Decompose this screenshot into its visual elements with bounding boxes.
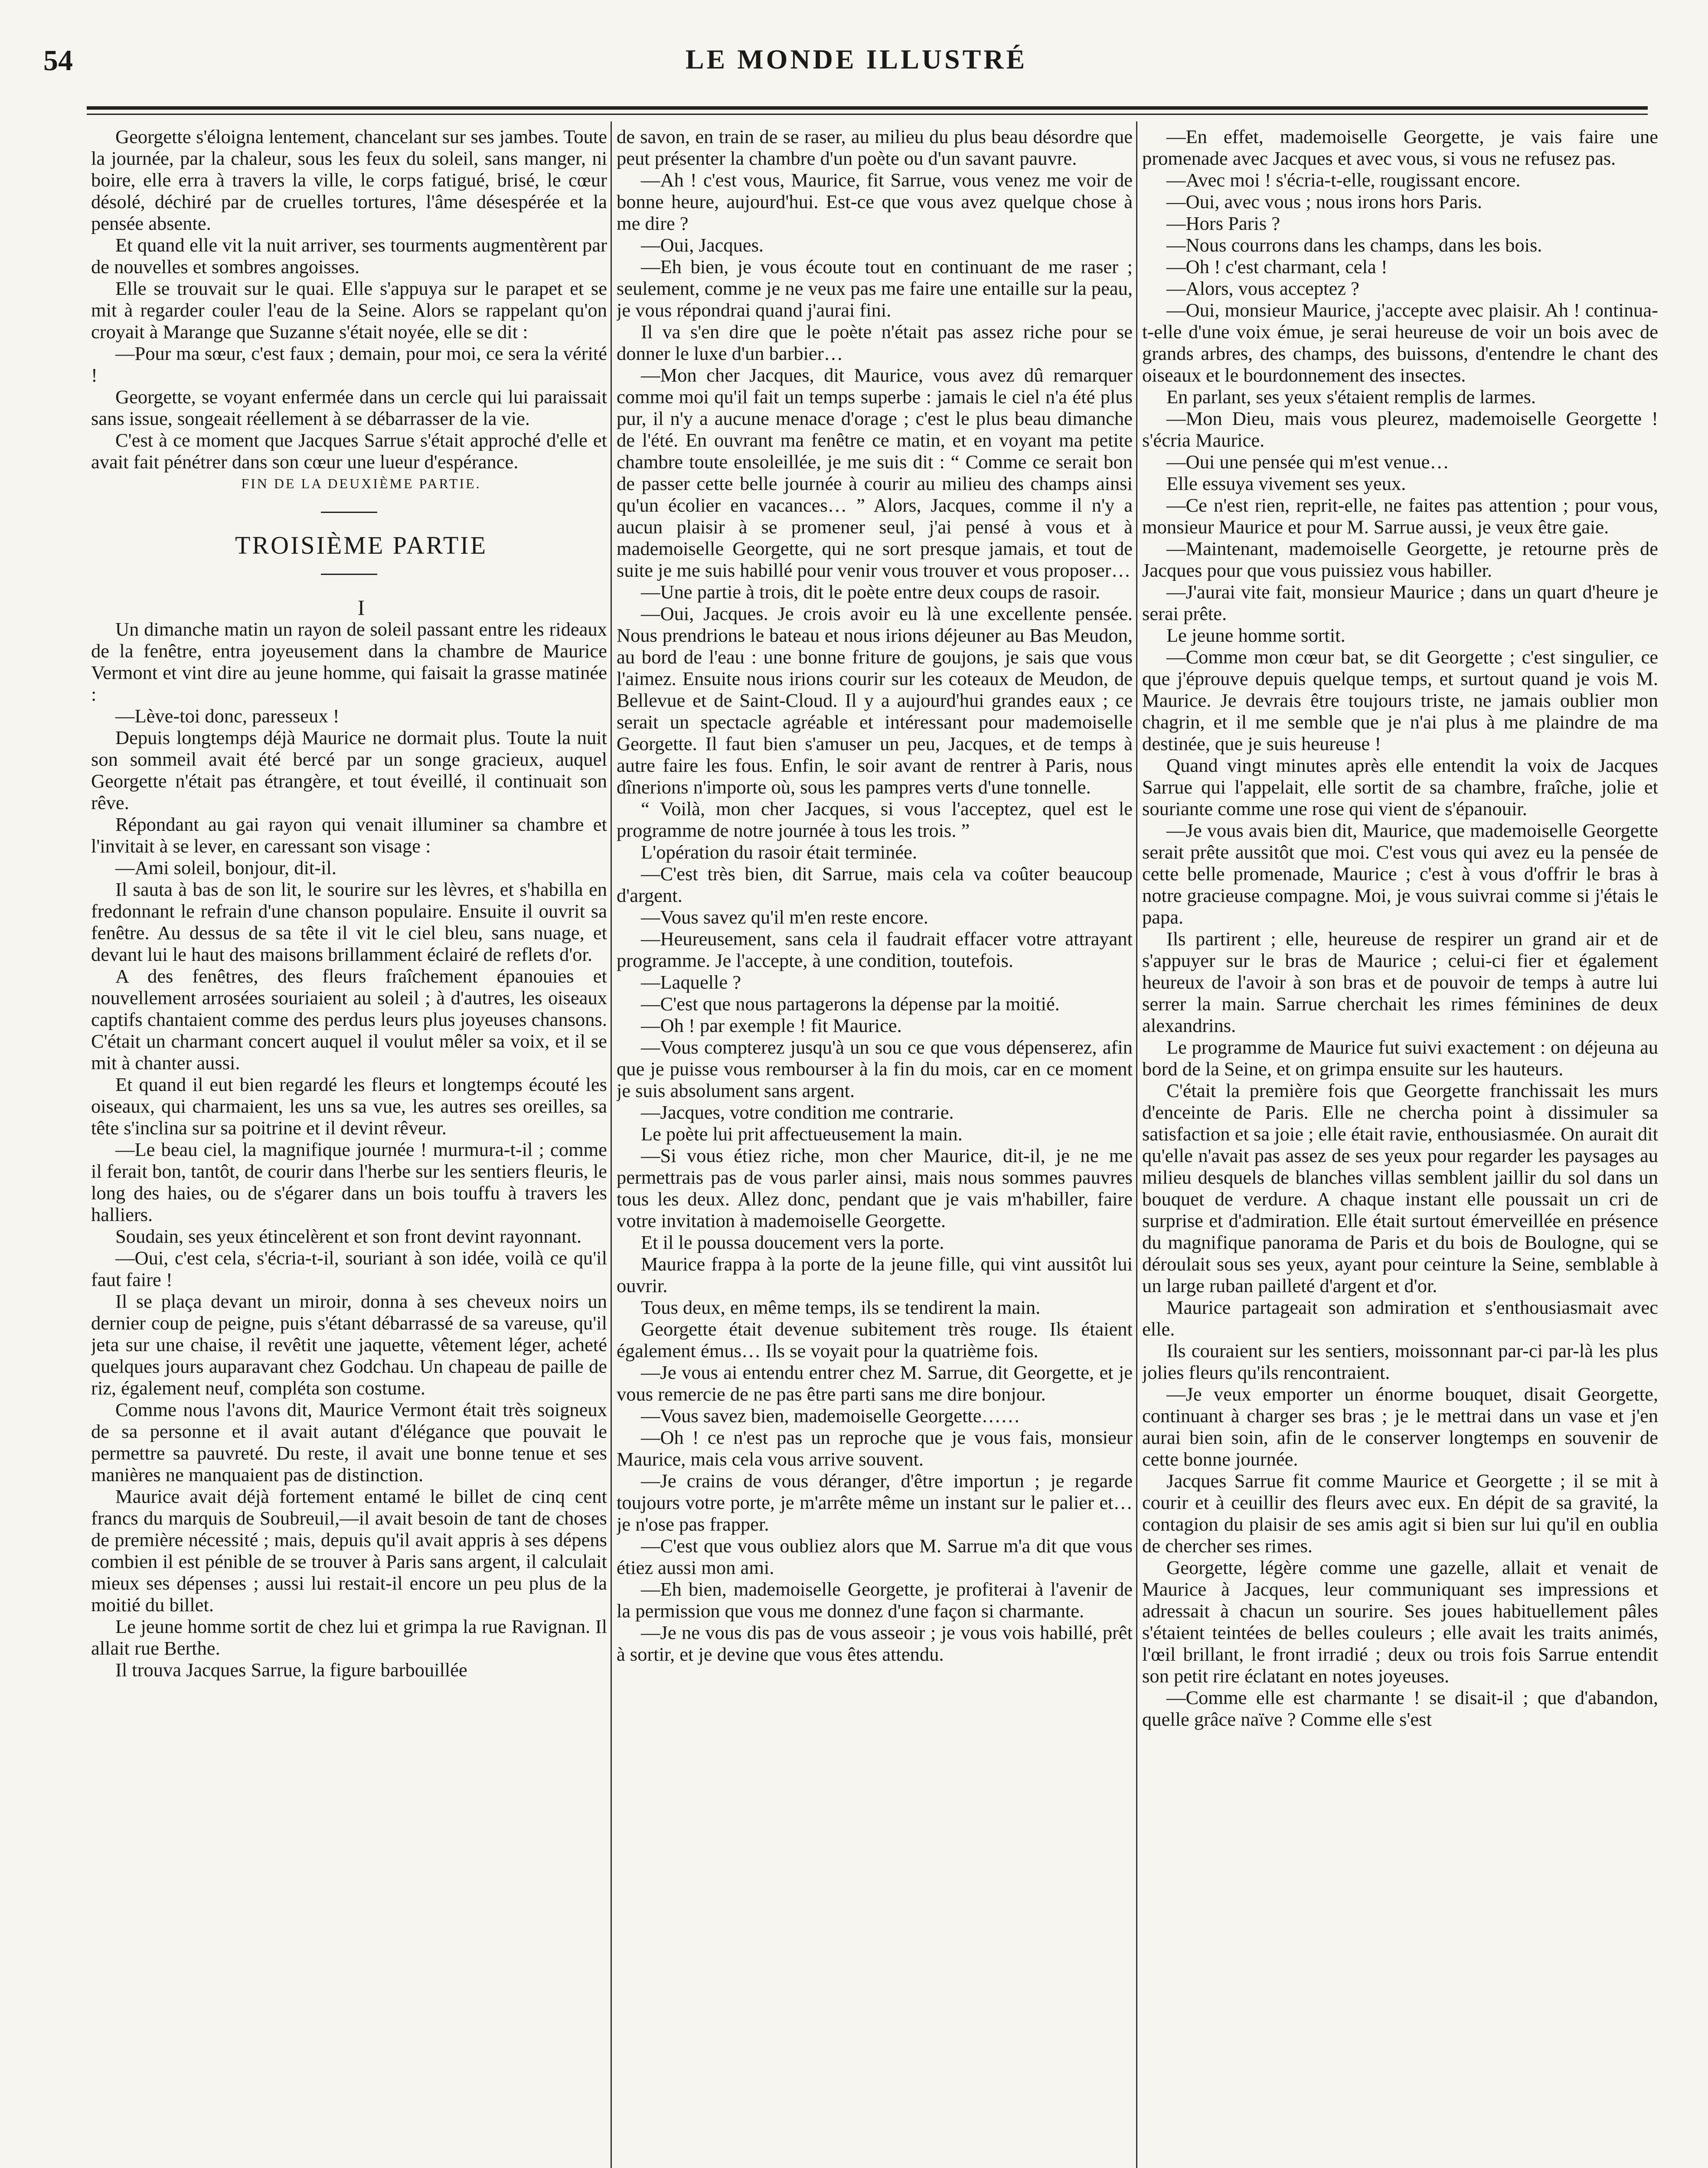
paragraph: —Oui, Jacques. Je crois avoir eu là une excellente pensée. Nous prendrions le bateau et nous irions déjeuner au Bas Meudon, au bord de l'eau : une bonne friture de goujons, je sais que vous l'aimez. Ensuite nous irions courir sur les coteaux de Meudon, de Bellevue et de Saint-Cloud. Il y a aujourd'hui grandes eaux ; ce serait un spectacle agréable et intéressant pour mademoiselle Georgette. Il faut bien s'amuser un peu, Jacques, et de temps à autre faire les fous. Enfin, le soir avant de rentrer à Paris, nous dînerions n'importe où, sous les pampres verts d'une tonnelle.: [617, 603, 1133, 798]
part-end-label: FIN DE LA DEUXIÈME PARTIE.: [241, 476, 481, 491]
paragraph: —J'aurai vite fait, monsieur Maurice ; dans un quart d'heure je serai prête.: [1142, 581, 1658, 624]
paragraph: Soudain, ses yeux étincelèrent et son front devint rayonnant.: [115, 1225, 582, 1247]
paragraph: Il va s'en dire que le poète n'était pas assez riche pour se donner le luxe d'un barbier…: [617, 321, 1133, 364]
column-divider-1: [611, 121, 612, 2168]
paragraph: —Mon Dieu, mais vous pleurez, mademoiselle Georgette ! s'écria Maurice.: [1142, 408, 1658, 451]
paragraph: —Oui, Jacques.: [641, 234, 764, 256]
paragraph: Le poète lui prit affectueusement la main.: [641, 1123, 963, 1145]
paragraph: —Eh bien, mademoiselle Georgette, je profiterai à l'avenir de la permission que vous me donnez d'une façon si charmante.: [617, 1578, 1133, 1622]
paragraph: Le programme de Maurice fut suivi exactement : on déjeuna au bord de la Seine, et on grimpa ensuite sur les hauteurs.: [1142, 1036, 1658, 1080]
paragraph: Depuis longtemps déjà Maurice ne dormait plus. Toute la nuit son sommeil avait été bercé par un songe gracieux, auquel Georgette n'était pas étrangère, et tout éveillé, il continuait son rêve.: [91, 727, 607, 813]
header-rule-thin: [87, 114, 1648, 115]
paragraph: Comme nous l'avons dit, Maurice Vermont était très soigneux de sa personne et il avait autant d'élégance que pouvait le permettre sa pauvreté. Du reste, il avait une bonne tenue et ses manières ne manquaient pas de distinction.: [91, 1399, 607, 1486]
paragraph: Jacques Sarrue fit comme Maurice et Georgette ; il se mit à courir et à ceuillir des fleurs avec eux. En dépit de sa gravité, la contagion du plaisir de ses amis agit si bien sur lui qu'il en oublia de chercher ses rimes.: [1142, 1470, 1658, 1557]
paragraph: —Oh ! ce n'est pas un reproche que je vous fais, monsieur Maurice, mais cela vous arrive souvent.: [617, 1427, 1133, 1470]
paragraph: —Oui, avec vous ; nous irons hors Paris.: [1166, 191, 1483, 212]
paragraph: Et quand il eut bien regardé les fleurs et longtemps écouté les oiseaux, qui charmaient, les uns sa vue, les autres ses oreilles, sa tête s'inclina sur sa poitrine et il devint rêveur.: [91, 1074, 607, 1139]
paragraph: C'est à ce moment que Jacques Sarrue s'était approché d'elle et avait fait pénétrer dans son cœur une lueur d'espérance.: [91, 429, 607, 473]
paragraph: —Hors Paris ?: [1166, 212, 1280, 234]
paragraph: “ Voilà, mon cher Jacques, si vous l'acceptez, quel est le programme de notre journée à tous les trois. ”: [617, 798, 1133, 841]
paragraph: —Oh ! par exemple ! fit Maurice.: [641, 1015, 902, 1036]
paragraph: —Oui, monsieur Maurice, j'accepte avec plaisir. Ah ! continua-t-elle d'une voix émue, je serai heureuse de voir un bois avec de grands arbres, des champs, des buissons, d'entendre le chant des oiseaux et le bourdonnement des insectes.: [1142, 299, 1658, 386]
paragraph: —Je ne vous dis pas de vous asseoir ; je vous vois habillé, prêt à sortir, et je devine que vous êtes attendu.: [617, 1622, 1133, 1665]
paragraph: —Lève-toi donc, paresseux !: [115, 705, 340, 727]
paragraph: —Je crains de vous déranger, d'être importun ; je regarde toujours votre porte, je m'arrête même un instant sur le palier et… je n'ose pas frapper.: [617, 1470, 1133, 1535]
paragraph: A des fenêtres, des fleurs fraîchement épanouies et nouvellement arrosées souriaient au soleil ; à d'autres, les oiseaux captifs chantaient comme des perdus leurs plus joyeuses chansons. C'était un charmant concert auquel il voulut mêler sa voix, et il se mit à chanter aussi.: [91, 965, 607, 1074]
paragraph: Maurice partageait son admiration et s'enthousiasmait avec elle.: [1142, 1296, 1658, 1340]
paragraph: Et quand elle vit la nuit arriver, ses tourments augmentèrent par de nouvelles et sombres angoisses.: [91, 234, 607, 278]
paragraph: Le jeune homme sortit de chez lui et grimpa la rue Ravignan. Il allait rue Berthe.: [91, 1616, 607, 1659]
paragraph: Maurice avait déjà fortement entamé le billet de cinq cent francs du marquis de Soubreuil,—il avait besoin de tant de choses de première nécessité ; mais, depuis qu'il avait appris à ses dépens combien il est pénible de se trouver à Paris sans argent, il calculait mieux ses dépenses ; aussi lui restait-il encore un peu plus de la moitié du billet.: [91, 1486, 607, 1616]
paragraph: Il se plaça devant un miroir, donna à ses cheveux noirs un dernier coup de peigne, puis s'étant débarrassé de sa vareuse, qu'il jeta sur une chaise, il revêtit une jaquette, vêtement léger, acheté quelques jours auparavant chez Godchau. Un chapeau de paille de riz, également neuf, compléta son costume.: [91, 1290, 607, 1399]
paragraph: —Si vous étiez riche, mon cher Maurice, dit-il, je ne me permettrais pas de vous parler ainsi, mais nous sommes pauvres tous les deux. Allez donc, pendant que je vais m'habiller, faire votre invitation à mademoiselle Georgette.: [617, 1145, 1133, 1231]
paragraph: Un dimanche matin un rayon de soleil passant entre les rideaux de la fenêtre, entra joyeusement dans la chambre de Maurice Vermont et vint dire au jeune homme, qui faisait la grasse matinée :: [91, 618, 607, 705]
paragraph: —C'est très bien, dit Sarrue, mais cela va coûter beaucoup d'argent.: [617, 863, 1133, 906]
paragraph: —Pour ma sœur, c'est faux ; demain, pour moi, ce sera la vérité !: [91, 343, 607, 386]
column-2: [617, 126, 1133, 2168]
paragraph: Il sauta à bas de son lit, le sourire sur les lèvres, et s'habilla en fredonnant le refrain d'une chanson populaire. Ensuite il ouvrit sa fenêtre. Au dessus de sa tête il vit le ciel bleu, sans nuage, et devant lui le haut des maisons brillamment éclairé de reflets d'or.: [91, 878, 607, 965]
paragraph: —Alors, vous acceptez ?: [1166, 278, 1359, 299]
paragraph: En parlant, ses yeux s'étaient remplis de larmes.: [1166, 386, 1536, 408]
paragraph: Tous deux, en même temps, ils se tendirent la main.: [641, 1296, 1041, 1318]
paragraph: Il trouva Jacques Sarrue, la figure barbouillée: [115, 1659, 467, 1681]
paragraph: —Mon cher Jacques, dit Maurice, vous avez dû remarquer comme moi qu'il fait un temps superbe : jamais le ciel n'a été plus pur, il n'y a aucune menace d'orage ; c'est le plus beau dimanche de l'été. En ouvrant ma fenêtre ce matin, et en voyant ma petite chambre toute ensoleillée, je me suis dit : “ Comme ce serait bon de passer cette belle journée à courir au milieu des champs ainsi qu'un écolier en vacances… ” Alors, Jacques, comme il n'y a aucun plaisir à se promener seul, j'ai pensé à vous et à mademoiselle Georgette, qui ne sort presque jamais, et tout de suite je me suis habillé pour venir vous trouver et vous proposer…: [617, 364, 1133, 581]
paragraph: —Jacques, votre condition me contrarie.: [641, 1101, 954, 1123]
paragraph: —Heureusement, sans cela il faudrait effacer votre attrayant programme. Je l'accepte, à une condition, toutefois.: [617, 928, 1133, 971]
paragraph: Le jeune homme sortit.: [1166, 624, 1345, 646]
paragraph: —Vous compterez jusqu'à un sou ce que vous dépenserez, afin que je puisse vous rembourser à la fin du mois, car en ce moment je suis absolument sans argent.: [617, 1036, 1133, 1101]
paragraph: Ils partirent ; elle, heureuse de respirer un grand air et de s'appuyer sur le bras de Maurice ; celui-ci fier et également heureux de l'avoir à son bras et de pouvoir de temps à autre lui serrer la main. Sarrue cherchait les rimes féminines de deux alexandrins.: [1142, 928, 1658, 1036]
paragraph: Et il le poussa doucement vers la porte.: [641, 1231, 944, 1253]
paragraph: —Maintenant, mademoiselle Georgette, je retourne près de Jacques pour que vous puissiez vous habiller.: [1142, 538, 1658, 581]
paragraph: —En effet, mademoiselle Georgette, je vais faire une promenade avec Jacques et avec vous, si vous ne refusez pas.: [1142, 126, 1658, 169]
paragraph: —Eh bien, je vous écoute tout en continuant de me raser ; seulement, comme je ne veux pas me faire une entaille sur la peau, je vous répondrai quand j'aurai fini.: [617, 256, 1133, 321]
paragraph: —C'est que nous partagerons la dépense par la moitié.: [641, 993, 1060, 1015]
paragraph: —Vous savez qu'il m'en reste encore.: [641, 906, 928, 928]
paragraph: —Vous savez bien, mademoiselle Georgette……: [641, 1405, 1020, 1427]
section-rule: [321, 512, 377, 513]
page-header: [43, 43, 1669, 100]
paragraph: —Oh ! c'est charmant, cela !: [1166, 256, 1388, 278]
paragraph: Maurice frappa à la porte de la jeune fille, qui vint aussitôt lui ouvrir.: [617, 1253, 1133, 1296]
section-rule: [321, 574, 377, 575]
paragraph: Georgette, légère comme une gazelle, allait et venait de Maurice à Jacques, leur communiquant ses impressions et adressait à chacun un sourire. Ses joues habituellement pâles s'étaient teintées de belles couleurs ; elle avait les traits animés, l'œil brillant, le front irradié ; deux ou trois fois Sarrue entendit son petit rire éclatant en notes joyeuses.: [1142, 1557, 1658, 1687]
paragraph: —Oui, c'est cela, s'écria-t-il, souriant à son idée, voilà ce qu'il faut faire !: [91, 1247, 607, 1290]
paragraph: L'opération du rasoir était terminée.: [641, 841, 917, 863]
paragraph: Quand vingt minutes après elle entendit la voix de Jacques Sarrue qui l'appelait, elle sortit de sa chambre, fraîche, jolie et souriante comme une rose qui vient de s'épanouir.: [1142, 754, 1658, 820]
part-title: TROISIÈME PARTIE: [235, 531, 487, 559]
paragraph: Elle essuya vivement ses yeux.: [1166, 473, 1406, 494]
paragraph: C'était la première fois que Georgette franchissait les murs d'enceinte de Paris. Elle ne chercha point à dissimuler sa satisfaction et sa joie ; elle était ravie, enthousiasmée. On aurait dit qu'elle n'avait pas assez de ses yeux pour regarder les paysages au milieu desquels de blanches villas semblent jaillir du sol dans un bouquet de verdure. A chaque instant elle poussait un cri de surprise et d'admiration. Elle était surtout émerveillée en présence du magnifique panorama de Paris et du bois de Boulogne, qui se déroulait sous ses yeux, ayant pour ceinture la Seine, semblable à un large ruban pailleté d'argent et d'or.: [1142, 1080, 1658, 1296]
column-1: [91, 126, 607, 2168]
paragraph: —Je veux emporter un énorme bouquet, disait Georgette, continuant à charger ses bras ; je le mettrai dans un vase et j'en aurai bien soin, afin de le conserver longtemps en souvenir de cette bonne journée.: [1142, 1383, 1658, 1470]
journal-title: LE MONDE ILLUSTRÉ: [685, 44, 1028, 75]
paragraph: —Comme elle est charmante ! se disait-il ; que d'abandon, quelle grâce naïve ? Comme elle s'est: [1142, 1687, 1658, 1730]
paragraph: —Je vous avais bien dit, Maurice, que mademoiselle Georgette serait prête aussitôt que moi. C'est vous qui avez eu la pensée de cette belle promenade, Maurice ; c'est à vous d'offrir le bras à notre gracieuse compagne. Moi, je vous suivrai comme si j'étais le papa.: [1142, 820, 1658, 928]
paragraph: —Ami soleil, bonjour, dit-il.: [115, 857, 336, 878]
column-divider-2: [1136, 121, 1137, 2168]
paragraph: Georgette s'éloigna lentement, chancelant sur ses jambes. Toute la journée, par la chaleur, sous les feux du soleil, sans manger, ni boire, elle erra à travers la ville, le corps fatigué, brisé, le cœur désolé, déchiré par de cruelles tortures, l'âme désespérée et la pensée absente.: [91, 126, 607, 234]
paragraph: —Comme mon cœur bat, se dit Georgette ; c'est singulier, ce que j'éprouve depuis quelque temps, et surtout quand je vois M. Maurice. Je devrais être toujours triste, ne jamais oublier mon chagrin, et il me semble que je n'ai plus à me plaindre de ma destinée, que je suis heureuse !: [1142, 646, 1658, 754]
paragraph: —Je vous ai entendu entrer chez M. Sarrue, dit Georgette, et je vous remercie de ne pas être parti sans me dire bonjour.: [617, 1362, 1133, 1405]
paragraph: —Laquelle ?: [641, 971, 741, 993]
paragraph: Elle se trouvait sur le quai. Elle s'appuya sur le parapet et se mit à regarder couler l'eau de la Seine. Alors se rappelant qu'on croyait à Marange que Suzanne s'était noyée, elle se dit :: [91, 278, 607, 343]
paragraph: —Le beau ciel, la magnifique journée ! murmura-t-il ; comme il ferait bon, tantôt, de courir dans l'herbe sur les sentiers fleuris, le long des haies, ou de s'égarer dans un bois touffu à travers les halliers.: [91, 1139, 607, 1225]
column-3: [1142, 126, 1658, 2168]
paragraph: Georgette était devenue subitement très rouge. Ils étaient également émus… Ils se voyait pour la quatrième fois.: [617, 1318, 1133, 1362]
paragraph: de savon, en train de se raser, au milieu du plus beau désordre que peut présenter la chambre d'un poète ou d'un savant pauvre.: [617, 126, 1133, 169]
paragraph: —Oui une pensée qui m'est venue…: [1166, 451, 1449, 473]
paragraph: —Ce n'est rien, reprit-elle, ne faites pas attention ; pour vous, monsieur Maurice et pour M. Sarrue aussi, je veux être gaie.: [1142, 494, 1658, 538]
paragraph: Ils couraient sur les sentiers, moissonnant par-ci par-là les plus jolies fleurs qu'ils rencontraient.: [1142, 1340, 1658, 1383]
paragraph: Georgette, se voyant enfermée dans un cercle qui lui paraissait sans issue, songeait réellement à se débarrasser de la vie.: [91, 386, 607, 429]
paragraph: —Nous courrons dans les champs, dans les bois.: [1166, 234, 1542, 256]
chapter-number: I: [357, 595, 365, 620]
page-number: 54: [43, 44, 73, 77]
paragraph: —Avec moi ! s'écria-t-elle, rougissant encore.: [1166, 169, 1521, 191]
paragraph: —Une partie à trois, dit le poète entre deux coups de rasoir.: [641, 581, 1101, 603]
header-rule-thick: [87, 106, 1648, 110]
paragraph: —Ah ! c'est vous, Maurice, fit Sarrue, vous venez me voir de bonne heure, aujourd'hui. Est-ce que vous avez quelque chose à me dire ?: [617, 169, 1133, 234]
paragraph: Répondant au gai rayon qui venait illuminer sa chambre et l'invitait à se lever, en caressant son visage :: [91, 813, 607, 857]
paragraph: —C'est que vous oubliez alors que M. Sarrue m'a dit que vous étiez aussi mon ami.: [617, 1535, 1133, 1578]
